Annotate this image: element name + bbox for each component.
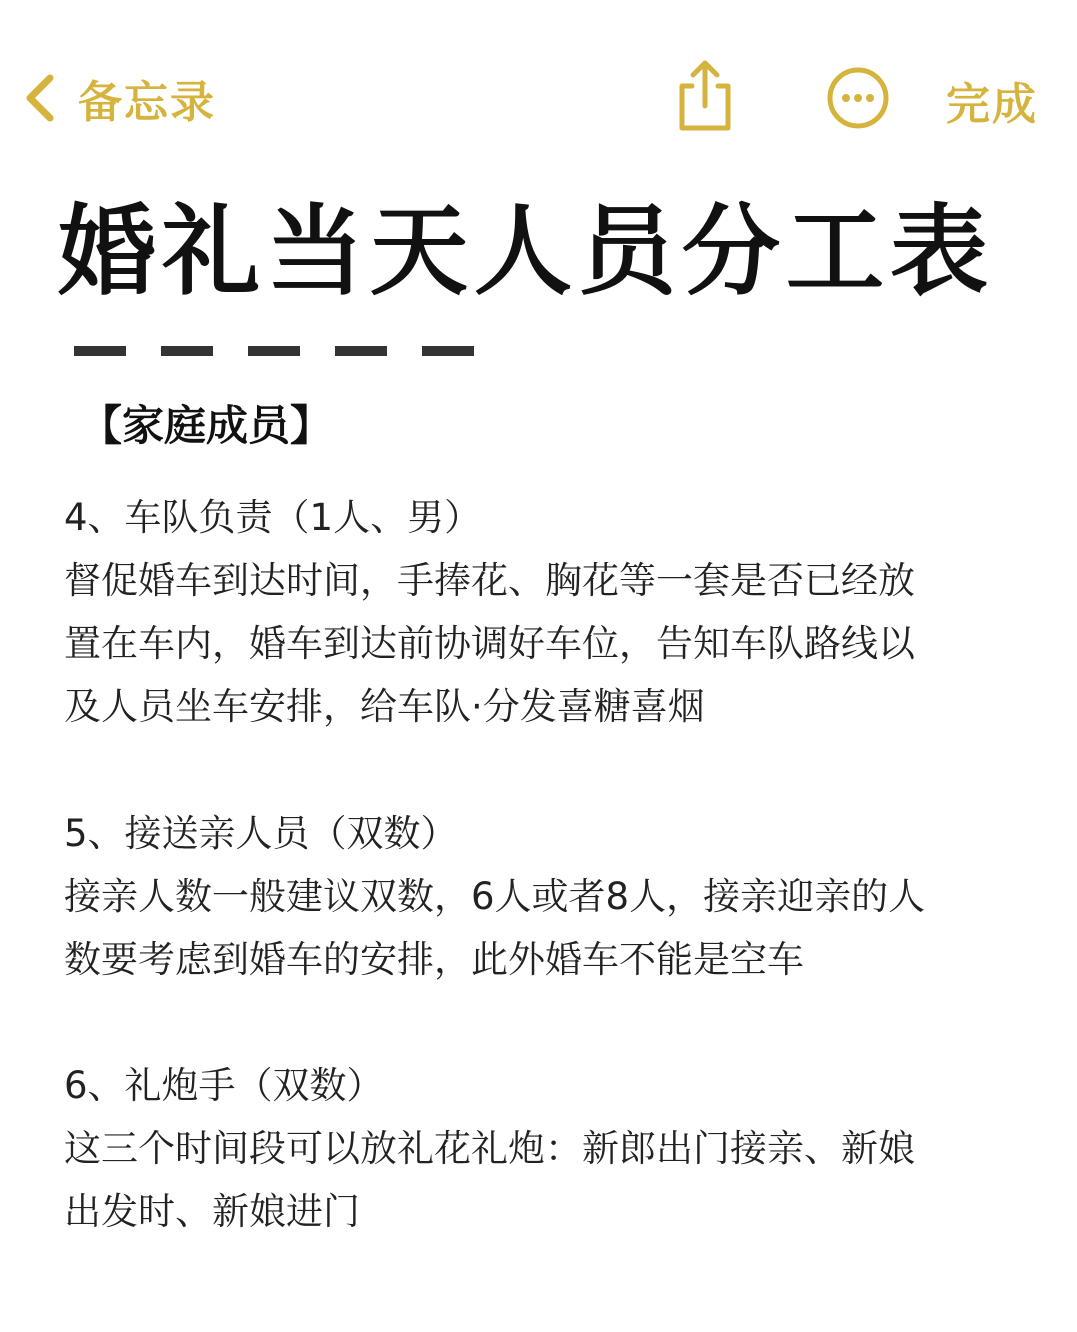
item-text-line: 数要考虑到婚车的安排，此外婚车不能是空车 xyxy=(64,938,804,981)
divider-dash xyxy=(248,346,300,356)
item-text-line: 及人员坐车安排，给车队·分发喜糖喜烟 xyxy=(64,685,705,728)
more-icon xyxy=(826,115,890,134)
list-item xyxy=(64,486,1024,738)
chevron-left-icon xyxy=(22,72,56,124)
item-text-line: 这三个时间段可以放礼花礼炮：新郎出门接亲、新娘 xyxy=(64,1127,915,1170)
note-title: 婚礼当天人员分工表 xyxy=(58,195,995,309)
share-icon xyxy=(672,119,738,138)
dashed-divider xyxy=(74,346,509,356)
item-text-line: 置在车内，婚车到达前协调好车位，告知车队路线以 xyxy=(64,622,915,665)
done-button[interactable]: 完成 xyxy=(946,79,1038,130)
list-item xyxy=(64,1054,1024,1243)
item-text-line: 接亲人数一般建议双数，6人或者8人，接亲迎亲的人 xyxy=(64,875,926,918)
section-heading: 【家庭成员】 xyxy=(80,401,333,450)
item-heading: 6、礼炮手（双数） xyxy=(64,1064,384,1107)
item-heading: 4、车队负责（1人、男） xyxy=(64,496,482,539)
share-button[interactable] xyxy=(672,58,738,134)
more-button[interactable] xyxy=(826,66,890,130)
list-item xyxy=(64,802,1024,991)
divider-dash xyxy=(161,346,213,356)
item-text-line: 出发时、新娘进门 xyxy=(64,1190,360,1233)
divider-dash xyxy=(335,346,387,356)
back-label: 备忘录 xyxy=(78,77,216,128)
item-heading: 5、接送亲人员（双数） xyxy=(64,812,458,855)
back-button[interactable] xyxy=(22,66,216,130)
divider-dash xyxy=(422,346,474,356)
item-text-line: 督促婚车到达时间，手捧花、胸花等一套是否已经放 xyxy=(64,559,915,602)
navigation-bar xyxy=(0,0,1077,190)
divider-dash xyxy=(74,346,126,356)
